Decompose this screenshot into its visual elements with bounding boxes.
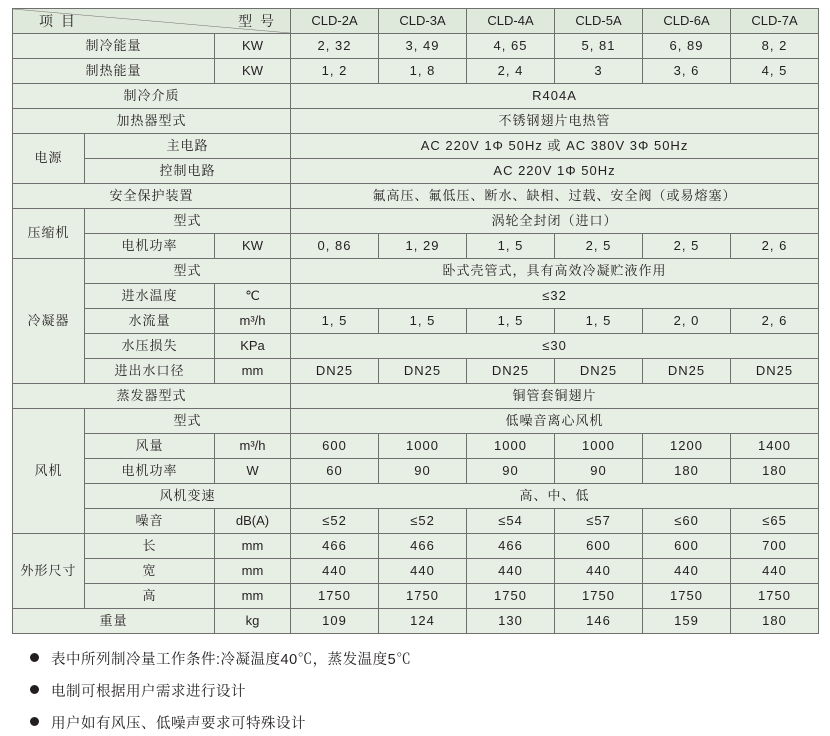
cell-value: 1000 [467, 434, 555, 459]
bullet-icon [30, 653, 39, 662]
table-row [13, 159, 819, 184]
cell-value: 466 [291, 534, 379, 559]
row-unit: m³/h [215, 434, 291, 459]
cell-value-span: R404A [291, 84, 819, 109]
cell-value: 180 [731, 459, 819, 484]
row-label: 风量 [85, 434, 215, 459]
table-row [13, 334, 819, 359]
cell-value: 146 [555, 609, 643, 634]
row-label: 型式 [85, 209, 291, 234]
cell-value-span: ≤32 [291, 284, 819, 309]
cell-value: 6, 89 [643, 34, 731, 59]
header-corner-cell [13, 9, 291, 34]
cell-value: 440 [467, 559, 555, 584]
notes-list [12, 648, 818, 733]
cell-value: 130 [467, 609, 555, 634]
table-row [13, 459, 819, 484]
table-row [13, 484, 819, 509]
cell-value: ≤60 [643, 509, 731, 534]
row-label: 电机功率 [85, 234, 215, 259]
cell-value: 600 [643, 534, 731, 559]
table-row [13, 509, 819, 534]
cell-value: 1750 [467, 584, 555, 609]
table-row [13, 109, 819, 134]
cell-value: 1, 2 [291, 59, 379, 84]
cell-value: 1, 5 [467, 234, 555, 259]
row-unit: mm [215, 559, 291, 584]
row-label: 进出水口径 [85, 359, 215, 384]
cell-value: 1000 [379, 434, 467, 459]
cell-value: 8, 2 [731, 34, 819, 59]
table-row [13, 59, 819, 84]
cell-value: 1750 [379, 584, 467, 609]
cell-value-span: AC 220V 1Φ 50Hz [291, 159, 819, 184]
row-label: 重量 [13, 609, 215, 634]
cell-value: 180 [731, 609, 819, 634]
row-group-label: 冷凝器 [13, 259, 85, 384]
row-label: 长 [85, 534, 215, 559]
cell-value: 90 [467, 459, 555, 484]
row-group-label: 风机 [13, 409, 85, 534]
row-unit: mm [215, 359, 291, 384]
cell-value: 1, 5 [467, 309, 555, 334]
cell-value: 109 [291, 609, 379, 634]
table-row [13, 409, 819, 434]
row-unit: KPa [215, 334, 291, 359]
cell-value: 600 [555, 534, 643, 559]
row-label: 风机变速 [85, 484, 291, 509]
table-row [13, 359, 819, 384]
cell-value: 2, 0 [643, 309, 731, 334]
row-label: 水流量 [85, 309, 215, 334]
cell-value: 2, 5 [555, 234, 643, 259]
cell-value: 440 [643, 559, 731, 584]
cell-value: DN25 [643, 359, 731, 384]
row-group-label: 电源 [13, 134, 85, 184]
cell-value: 466 [467, 534, 555, 559]
table-row [13, 84, 819, 109]
cell-value: 466 [379, 534, 467, 559]
cell-value: 700 [731, 534, 819, 559]
cell-value: 2, 5 [643, 234, 731, 259]
cell-value: 2, 6 [731, 309, 819, 334]
table-row [13, 309, 819, 334]
cell-value: 1, 8 [379, 59, 467, 84]
cell-value: 1, 5 [379, 309, 467, 334]
cell-value: 0, 86 [291, 234, 379, 259]
cell-value: 440 [731, 559, 819, 584]
cell-value: DN25 [379, 359, 467, 384]
row-label: 主电路 [85, 134, 291, 159]
row-label: 水压损失 [85, 334, 215, 359]
cell-value-span: 低噪音离心风机 [291, 409, 819, 434]
row-label: 制冷能量 [13, 34, 215, 59]
cell-value: DN25 [467, 359, 555, 384]
cell-value-span: 铜管套铜翅片 [291, 384, 819, 409]
model-header-cell: CLD-7A [731, 9, 819, 34]
header-model-label: 型 号 [238, 13, 277, 29]
cell-value: 1, 29 [379, 234, 467, 259]
row-label: 制冷介质 [13, 84, 291, 109]
cell-value: 1750 [643, 584, 731, 609]
cell-value: ≤52 [379, 509, 467, 534]
note-item [30, 680, 806, 701]
cell-value: DN25 [291, 359, 379, 384]
row-label: 噪音 [85, 509, 215, 534]
table-row [13, 584, 819, 609]
cell-value: 1200 [643, 434, 731, 459]
note-item [30, 648, 806, 669]
model-header-cell: CLD-6A [643, 9, 731, 34]
row-label: 蒸发器型式 [13, 384, 291, 409]
model-header-cell: CLD-5A [555, 9, 643, 34]
row-unit: kg [215, 609, 291, 634]
table-row [13, 434, 819, 459]
cell-value-span: ≤30 [291, 334, 819, 359]
row-unit: mm [215, 534, 291, 559]
row-unit: ℃ [215, 284, 291, 309]
table-row [13, 384, 819, 409]
table-row [13, 609, 819, 634]
note-item [30, 712, 806, 733]
bullet-icon [30, 717, 39, 726]
cell-value: 4, 5 [731, 59, 819, 84]
cell-value: 124 [379, 609, 467, 634]
row-unit: dB(A) [215, 509, 291, 534]
cell-value-span: 氟高压、氟低压、断水、缺相、过载、安全阀（或易熔塞） [291, 184, 819, 209]
row-group-label: 外形尺寸 [13, 534, 85, 609]
row-label: 电机功率 [85, 459, 215, 484]
row-unit: KW [215, 34, 291, 59]
note-text: 表中所列制冷量工作条件:冷凝温度40℃，蒸发温度5℃ [51, 652, 412, 668]
cell-value: 2, 6 [731, 234, 819, 259]
cell-value: 90 [555, 459, 643, 484]
row-label: 型式 [85, 409, 291, 434]
cell-value-span: AC 220V 1Φ 50Hz 或 AC 380V 3Φ 50Hz [291, 134, 819, 159]
table-row [13, 234, 819, 259]
model-header-cell: CLD-4A [467, 9, 555, 34]
cell-value: 90 [379, 459, 467, 484]
row-label: 进水温度 [85, 284, 215, 309]
table-row [13, 259, 819, 284]
row-label: 安全保护装置 [13, 184, 291, 209]
row-unit: m³/h [215, 309, 291, 334]
specification-table [12, 8, 819, 634]
cell-value: 2, 4 [467, 59, 555, 84]
note-text: 用户如有风压、低噪声要求可特殊设计 [51, 716, 306, 732]
cell-value-span: 涡轮全封闭（进口） [291, 209, 819, 234]
row-label: 控制电路 [85, 159, 291, 184]
cell-value: 60 [291, 459, 379, 484]
cell-value: 3 [555, 59, 643, 84]
cell-value: ≤57 [555, 509, 643, 534]
cell-value: DN25 [555, 359, 643, 384]
cell-value: ≤54 [467, 509, 555, 534]
cell-value: 3, 6 [643, 59, 731, 84]
cell-value: 1750 [555, 584, 643, 609]
cell-value: 440 [291, 559, 379, 584]
cell-value: 1400 [731, 434, 819, 459]
cell-value: 1000 [555, 434, 643, 459]
table-row [13, 184, 819, 209]
table-row [13, 134, 819, 159]
cell-value: 440 [379, 559, 467, 584]
header-item-label: 项 目 [39, 12, 77, 29]
model-header-cell: CLD-3A [379, 9, 467, 34]
table-row [13, 284, 819, 309]
row-unit: KW [215, 59, 291, 84]
cell-value: 5, 81 [555, 34, 643, 59]
cell-value: 1, 5 [555, 309, 643, 334]
cell-value: DN25 [731, 359, 819, 384]
note-text: 电制可根据用户需求进行设计 [51, 684, 246, 700]
cell-value-span: 高、中、低 [291, 484, 819, 509]
cell-value: ≤52 [291, 509, 379, 534]
model-header-cell: CLD-2A [291, 9, 379, 34]
cell-value: 1750 [291, 584, 379, 609]
row-label: 宽 [85, 559, 215, 584]
bullet-icon [30, 685, 39, 694]
cell-value: 180 [643, 459, 731, 484]
cell-value-span: 不锈钢翅片电热管 [291, 109, 819, 134]
cell-value: 440 [555, 559, 643, 584]
cell-value: ≤65 [731, 509, 819, 534]
cell-value: 1, 5 [291, 309, 379, 334]
cell-value-span: 卧式壳管式，具有高效冷凝贮液作用 [291, 259, 819, 284]
cell-value: 2, 32 [291, 34, 379, 59]
cell-value: 600 [291, 434, 379, 459]
row-label: 制热能量 [13, 59, 215, 84]
cell-value: 159 [643, 609, 731, 634]
row-group-label: 压缩机 [13, 209, 85, 259]
cell-value: 3, 49 [379, 34, 467, 59]
row-unit: mm [215, 584, 291, 609]
row-label: 高 [85, 584, 215, 609]
cell-value: 1750 [731, 584, 819, 609]
table-row [13, 209, 819, 234]
cell-value: 4, 65 [467, 34, 555, 59]
row-unit: W [215, 459, 291, 484]
table-header-row [13, 9, 819, 34]
table-row [13, 559, 819, 584]
row-unit: KW [215, 234, 291, 259]
row-label: 型式 [85, 259, 291, 284]
table-row [13, 34, 819, 59]
row-label: 加热器型式 [13, 109, 291, 134]
table-row [13, 534, 819, 559]
